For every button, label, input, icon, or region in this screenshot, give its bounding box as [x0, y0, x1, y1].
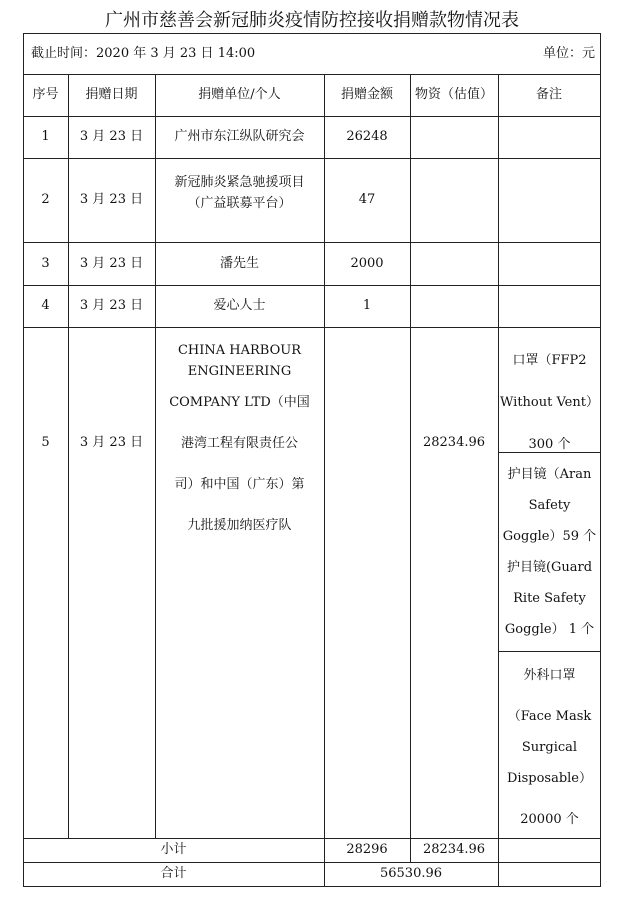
page-title: 广州市慈善会新冠肺炎疫情防控接收捐赠款物情况表: [105, 10, 519, 31]
row-amount: 1: [362, 298, 372, 313]
header-goods: 物资（估值）: [414, 87, 493, 102]
row-date: 3 月 23 日: [79, 255, 144, 271]
row-donor: 潘先生: [219, 255, 259, 271]
row-date: 3 月 23 日: [79, 129, 144, 144]
subtotal-amount: 28296: [346, 842, 388, 857]
remark-surgical-mask: 外科口罩 （Face Mask Surgical Disposable） 20000 个: [507, 668, 592, 827]
row-goods: 28234.96: [422, 435, 486, 450]
subtotal-goods: 28234.96: [422, 842, 486, 857]
header-remark: 备注: [535, 87, 562, 102]
row-seq: 3: [41, 255, 50, 271]
total-value: 56530.96: [379, 866, 443, 881]
unit-label: 单位：元: [542, 46, 595, 61]
row-amount: 2000: [350, 255, 384, 271]
cutoff-time: 截止时间：2020 年 3 月 23 日 14:00: [31, 46, 256, 61]
row-date: 3 月 23 日: [79, 192, 144, 207]
row-seq: 4: [41, 298, 50, 313]
header-date: 捐赠日期: [85, 87, 138, 102]
row-seq: 1: [41, 129, 50, 144]
row-date: 3 月 23 日: [79, 298, 144, 313]
row-donor: 新冠肺炎紧急驰援项目 （广益联募平台）: [174, 175, 305, 211]
row-seq: 2: [41, 192, 50, 207]
row-amount: 26248: [346, 129, 388, 144]
row-date: 3 月 23 日: [79, 435, 144, 450]
row-seq: 5: [41, 435, 50, 450]
row-donor: CHINA HARBOUR ENGINEERING COMPANY LTD（中国 港湾工程有限责任公 司）和中国（广东）第 九批援加纳医疗队: [169, 343, 310, 533]
row-donor: 爱心人士: [213, 298, 266, 313]
header-donor: 捐赠单位/个人: [198, 87, 281, 102]
total-label: 合计: [160, 866, 187, 881]
header-amount: 捐赠金额: [340, 87, 393, 102]
row-donor: 广州市东江纵队研究会: [174, 129, 305, 144]
row-amount: 47: [358, 192, 376, 207]
subtotal-label: 小计: [160, 842, 187, 857]
header-seq: 序号: [32, 87, 59, 102]
remark-ffp2: 口罩（FFP2 Without Vent） 300 个: [500, 353, 599, 452]
remark-goggles: 护目镜（Aran Safety Goggle）59 个 护目镜(Guard Rite Safety Goggle） 1 个: [502, 467, 597, 637]
